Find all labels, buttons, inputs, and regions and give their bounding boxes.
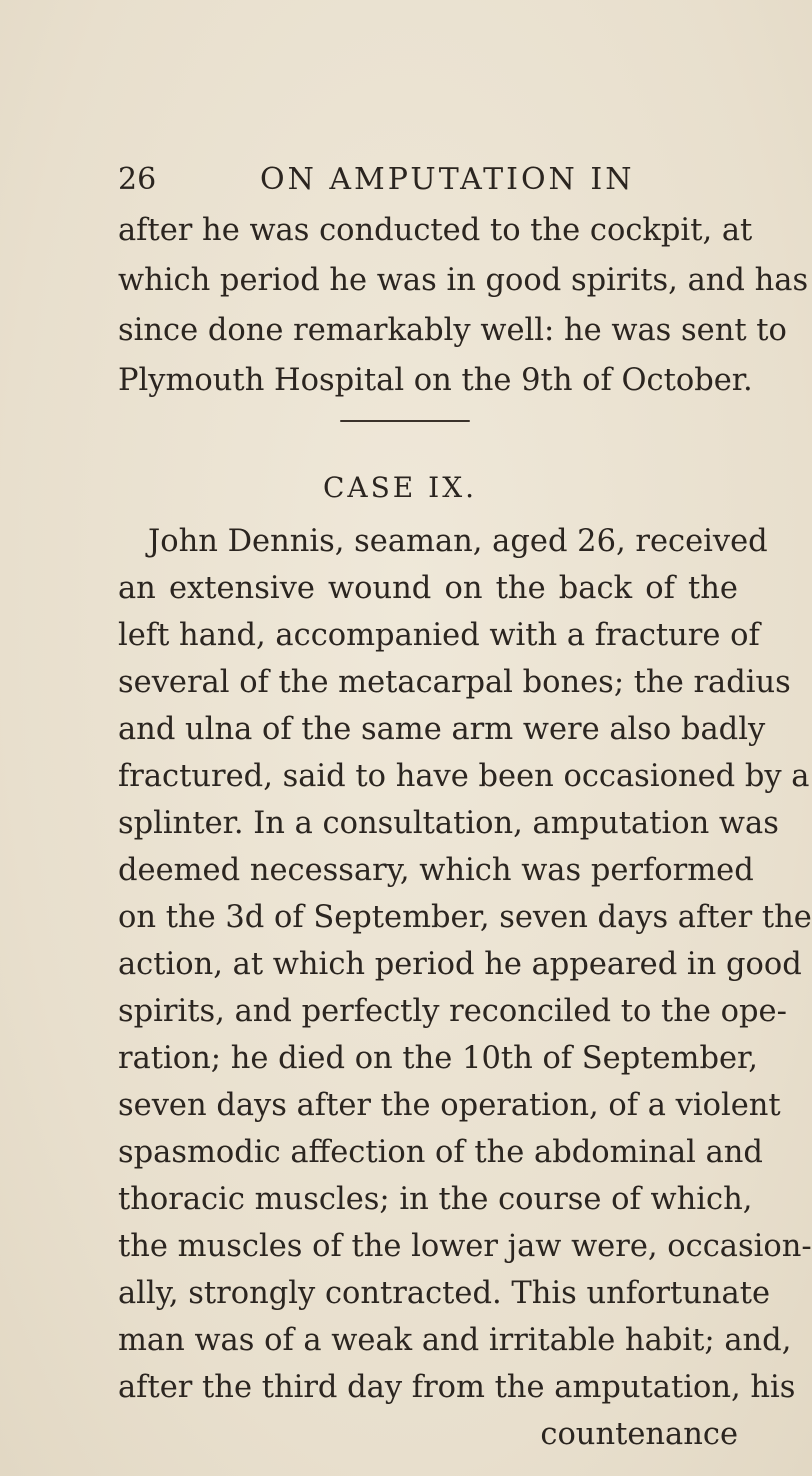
paragraph-2-line: John Dennis, seaman, aged 26, received	[148, 524, 768, 559]
section-divider-rule	[340, 420, 470, 422]
paragraph-2-line: the muscles of the lower jaw were, occasion-	[118, 1229, 812, 1264]
paragraph-1-line: since done remarkably well: he was sent to	[118, 313, 787, 348]
paragraph-2-line: left hand, accompanied with a fracture of	[118, 618, 760, 653]
paragraph-2-line: ration; he died on the 10th of September,	[118, 1041, 758, 1076]
paragraph-2-line: after the third day from the amputation, his	[118, 1370, 796, 1405]
paragraph-1-line: which period he was in good spirits, and has	[118, 263, 809, 298]
catchword: countenance	[540, 1417, 738, 1452]
paragraph-2-line: and ulna of the same arm were also badly	[118, 712, 766, 747]
paragraph-2-line: an extensive wound on the back of the	[118, 571, 738, 606]
paragraph-2-line: deemed necessary, which was performed	[118, 853, 754, 888]
paragraph-2-line: ally, strongly contracted. This unfortunate	[118, 1276, 771, 1311]
paragraph-2-line: seven days after the operation, of a violent	[118, 1088, 781, 1123]
paragraph-2-line: spirits, and perfectly reconciled to the ope-	[118, 994, 787, 1029]
paragraph-2-line: splinter. In a consultation, amputation was	[118, 806, 779, 841]
paragraph-2-line: spasmodic affection of the abdominal and	[118, 1135, 763, 1170]
case-heading: CASE IX.	[322, 471, 478, 504]
paragraph-2-line: man was of a weak and irritable habit; and,	[118, 1323, 792, 1358]
running-head	[118, 160, 738, 200]
paragraph-2-line: several of the metacarpal bones; the radius	[118, 665, 791, 700]
paragraph-1-line: Plymouth Hospital on the 9th of October.	[118, 363, 753, 398]
paragraph-1-line: after he was conducted to the cockpit, at	[118, 213, 753, 248]
paragraph-2-line: fractured, said to have been occasioned by a	[118, 759, 810, 794]
paragraph-2-line: action, at which period he appeared in good	[118, 947, 802, 982]
running-title: ON AMPUTATION IN	[260, 162, 635, 197]
paragraph-2-line: on the 3d of September, seven days after the	[118, 900, 812, 935]
page-number: 26	[118, 162, 157, 197]
paragraph-2-line: thoracic muscles; in the course of which,	[118, 1182, 753, 1217]
